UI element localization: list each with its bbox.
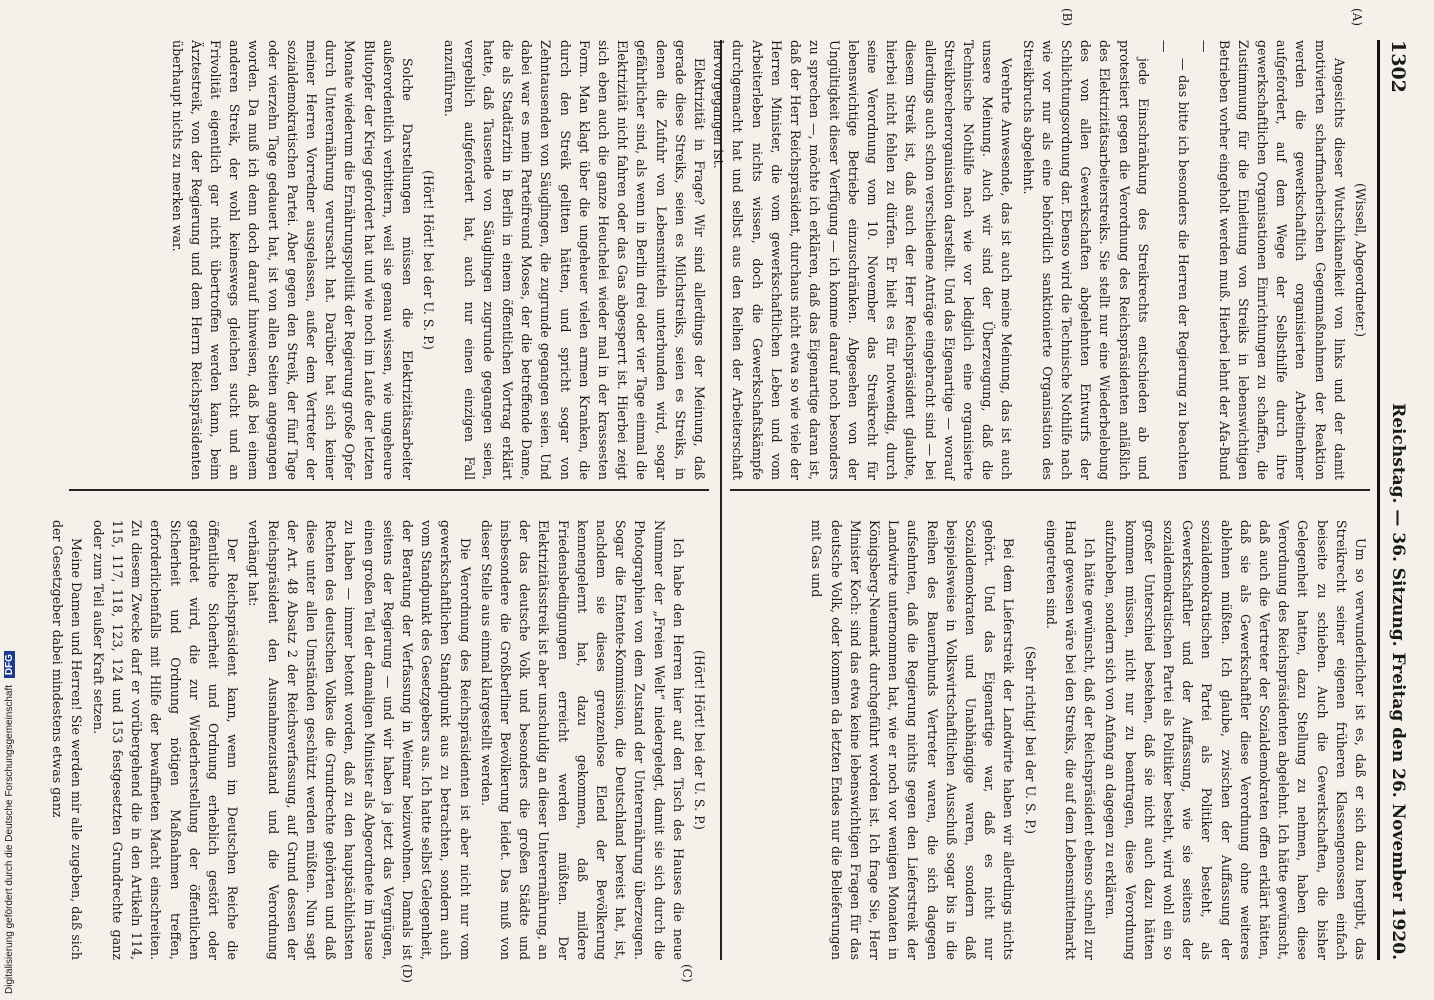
column-divider-top [730,489,1370,491]
margin-mark-a: (A) [1350,8,1364,27]
credit-text: Digitalisierung gefördert durch die Deutsche Forschungsgemeinschaft [4,684,15,994]
margin-mark-b: (B) [1060,8,1074,27]
paragraph: Um so verwunderlicher ist es, daß er sich dazu hergibt, das Streikrecht seiner eigenen früheren Klassengenossen einfach beiseite zu schieben. Auch die Gewerkschaften, die bisher Gelegenheit hatten, dazu Stellung zu nehmen, haben diese Verordnung des Reichspräsidenten abgelehnt. Ich hätte gewünscht, daß auch die Vertreter der Sozialdemokraten offen erklärt hätten, daß sie als Gewerkschaftler diese Verordnung ohne weiteres ablehnen müßten. Ich glaube, zwischen der Auffassung der sozialdemokratischen Partei als Politiker besteht, als Gewerkschaftler und der Auffassung, wie sie seitens der sozialdemokratischen Partei als Politiker besteht, wird wohl ein so großer Unterschied bestehen, daß sie nicht auch dazu hätten kommen müssen, nicht nur zu beantragen, diese Verordnung aufzuheben, sondern sich von Anfang an dagegen zu erklären. [1103,520,1368,960]
paragraph: Die Verordnung des Reichspräsidenten ist aber nicht nur vom gewerkschaftlichen Standpunkt aus zu betrachten, sondern auch vom Standpunkt des Gesetzgebers aus. Ich hatte selbst Gelegenheit, der Beratung der Verfassung in Weimar beizuwohnen. Damals ist seitens der Regierung — und wir haben ja jetzt das Vergnügen, einen großen Teil der damaligen Minister als Abgeordnete im Hause zu haben — immer betont worden, daß zu den hauptsächlichsten Rechten des deutschen Volkes die Grundrechte gehörten und daß diese unter allen Umständen geschützt werden müßten. Nun sagt der Art. 48 Absatz 2 der Reichsverfassung, auf Grund dessen der Reichspräsident den Ausnahmezustand und die Verordnung verhängt hat: [246,520,473,960]
column-left-top [711,40,1370,480]
paragraph: Angesichts dieser Wutschikanelkeit von links und der damit motivierten scharfmacherischen Gegenmaßnahmen der Reaktion werden die gewerkschaftlich organisierten Arbeitnehmer aufgefordert, auf dem Wege der Selbsthilfe durch ihre gewerkschaftlichen Organisationen Einrichtungen zu schaffen, die Zustimmung für die Einleitung von Streiks in lebenswichtigen Betrieben vorher eingeholt werden muß. Hierbei lehnt der Afa-Bund — [1197,40,1347,480]
paragraph: Verehrte Anwesende, das ist auch meine Meinung, das ist auch unsere Meinung. Auch wir sind der Überzeugung, daß die Technische Nothilfe nach wie vor lediglich eine organisierte Streikbrecherorganisation darstellt. Und das Eigenartige — worauf allerdings auch schon verschiedene Anträge eingebracht sind — bei diesem Streik ist, daß auch der Herr Reichspräsident glaubte, hierbei nicht fehlen zu dürfen. Er hielt es für notwendig, durch seine Verordnung vom 10. November das Streikrecht für lebenswichtige Betriebe einzuschränken. Abgesehen von der Ungültigkeit dieser Verfügung — ich komme darauf noch besonders zu sprechen —, möchte ich erklären, daß das Eigenartige daran ist, daß der Herr Reichspräsident, durchaus nicht etwa so wie viele der Herren Minister, die vom gewerkschaftlichen Leben und vom Arbeiterleben nichts wissen, doch die Gewerkschaftskämpfe durchgemacht hat und selbst aus den Reihen der Arbeiterschaft hervorgegangen ist. [711,40,1015,480]
credit-strip [0,0,22,1000]
running-title: Reichstag. — 36. Sitzung. Freitag den 26. November 1920. [1388,403,1408,960]
column-divider-bottom [69,489,709,491]
column-right-bottom [50,520,709,960]
paragraph: Bei dem Lieferstreik der Landwirte haben wir allerdings nichts gehört. Und das Eigenartige war, daß es nicht nur Sozialdemokraten und Unabhängige waren, sondern daß beispielsweise in Volkswirtschaftlichen Ausschuß sogar bis in die Reihen des Bauernbunds Vertreter waren, die sich dagegen aufsehnten, daß die Regierung nichts gegen den Lieferstreik der Landwirte unternommen hat, wie er noch vor wenigen Monaten in Königsberg-Neumark durchgeführt worden ist. Ich frage Sie, Herr Minister Koch: sind das etwa keine lebenswichtigen Fragen für das deutsche Volk, oder kommen da letzten Endes nur die Belieferungen mit Gas und [809,520,1017,960]
page-number: 1302 [1387,40,1409,93]
margin-mark-d: (D) [400,964,414,983]
paragraph: jede Einschränkung des Streikrechts entschieden ab und protestiert gegen die Verordnung des Reichspräsidenten anläßlich des Elektrizitätsarbeiterstreiks. Sie stellt nur eine Wiederbelebung des von allen Gewerkschaften abgelehnten Entwurfs der Schlichtungsordnung dar. Ebenso wird die Technische Nothilfe nach wie vor nur als eine behördlich sanktionierte Organisation des Streikbruchs abgelehnt. [1020,40,1151,480]
paragraph: Ich hätte gewünscht, daß der Reichspräsident ebenso schnell zur Hand gewesen wäre bei den Streiks, die auf dem Lebensmittelmarkt eingetreten sind. [1043,520,1098,960]
column-left-bottom [69,40,709,480]
paragraph: (Wissell, Abgeordneter.) [1353,182,1368,338]
dfg-logo: DFG [4,651,15,678]
paragraph: Ich habe den Herren hier auf den Tisch des Hauses die neue Nummer der „Freien Welt“ niedergelegt, damit sie sich durch die Photographien von dem Zustand der Unterernährung überzeugen. Sogar die Entente-Kommission, die Deutschland bereist hat, ist, nachdem sie dieses grenzenlose Elend der Bevölkerung kennengelernt hat, dazu gekommen, daß mildere Friedensbedingungen erreicht werden müßten. Der Elektrizitätsstreik ist aber unschuldig an dieser Unterernährung, an der das deutsche Volk und besonders die großen Städte und insbesondere die Großberliner Bevölkerung leidet. Das muß von dieser Stelle aus einmal klargestellt werden. [478,520,686,960]
paragraph: Solche Darstellungen müssen die Elektrizitätsarbeiter außerordentlich verbittern, weil sie genau wissen, wie ungeheure Blutopfer der Krieg gefordert hat und wie noch im Laufe der letzten Monate wiederum die Ernährungspolitik der Regierung große Opfer durch Unterernährung verursacht hat. Darüber hat sich keiner meiner Herren Vorredner ausgelassen, außer dem Vertreter der sozialdemokratischen Partei. Aber gegen den Streik, der fünf Tage oder vierzehn Tage gedauert hat, ist von allen Seiten angegangen worden. Da muß ich denn doch darauf hinweisen, daß bei einem anderen Streik, der wohl keineswegs gleichen sucht und an Frivolität eigentlich gar nicht übertroffen werden kann, beim Ärztestreik, von der Regierung und dem Herrn Reichspräsidenten überhaupt nichts zu merken war. [169,40,415,480]
paragraph: Elektrizität in Frage? Wir sind allerdings der Meinung, daß gerade diese Streiks, seien es Milchstreiks, seien es Streiks, in denen die Zufuhr von Lebensmitteln unterbunden wird, sogar gefährlicher sind, als wenn in Berlin drei oder vier Tage einmal die Elektrizität nicht fahren oder das Gas abgesperrt ist. Hierbei zeigt sich eben auch die ganze Heuchelei wieder mal in der krassesten Form. Man klagt über die ungeheuer vielen armen Kranken, die durch den Streik gelitten hätten, und spricht sogar von Zehntausenden von Säuglingen, die zugrunde gegangen seien. Und dabei war es mein Parteifreund Moses, der die betreffende Dame, die als Stadtärztin in Berlin in einem öffentlichen Vortrag erklärt hatte, daß Tausende von Säuglingen zugrunde gegangen seien, vergeblich aufgefordert hat, auch nur einen einzigen Fall anzuführen. [442,40,707,480]
interjection: (Hört! Hört! bei der U. S. P.) [692,650,707,830]
margin-mark-c: (C) [680,964,694,983]
column-right-top [730,520,1370,960]
credit-rotated [4,394,15,994]
quoted-article: Der Reichspräsident kann, wenn im Deutschen Reiche die öffentliche Sicherheit und Ordnung erheblich gestört oder gefährdet wird, die zur Wiederherstellung der öffentlichen Sicherheit und Ordnung nötigen Maßnahmen treffen, erforderlichenfalls mit Hilfe der bewaffneten Macht einschreiten. Zu diesem Zwecke darf er vorübergehend die in den Artikeln 114, 115, 117, 118, 123, 124 und 153 festgesetzten Grundrechte ganz oder zum Teil außer Kraft setzen. [90,520,241,960]
running-header [1377,40,1416,960]
interjection: (Hört! Hört! bei der U. S. P.) [421,170,437,350]
interjection: (Sehr richtig! bei der U. S. P.) [1022,645,1038,835]
paragraph: — das bitte ich besonders die Herren der Regierung zu beachten — [1156,40,1192,480]
paragraph: Meine Damen und Herren! Sie werden mir alle zugeben, daß sich der Gesetzgeber dabei mindestens etwas ganz [50,520,85,960]
